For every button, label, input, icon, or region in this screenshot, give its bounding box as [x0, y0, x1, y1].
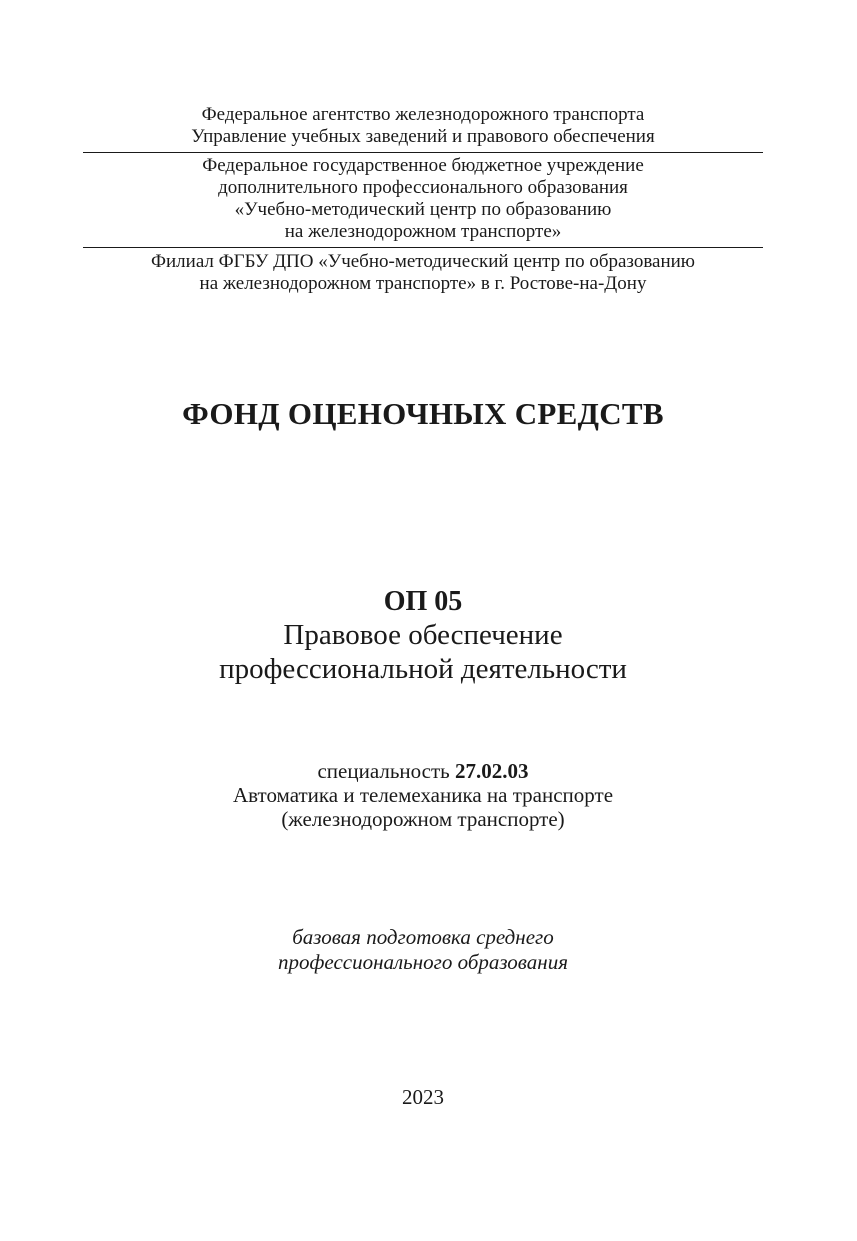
specialty-prefix: специальность — [317, 759, 455, 783]
branch-line: на железнодорожном транспорте» в г. Ростове-на-Дону — [199, 273, 647, 294]
education-level-line: базовая подготовка среднего — [292, 925, 554, 949]
specialty-block — [83, 759, 763, 831]
discipline-name-line: профессиональной деятельности — [219, 653, 627, 685]
discipline-code: ОП 05 — [383, 586, 463, 617]
agency-line: Управление учебных заведений и правового обеспечения — [191, 126, 655, 147]
specialty-code: 27.02.03 — [455, 759, 529, 783]
agency-header — [83, 104, 763, 148]
specialty-name-line: (железнодорожном транспорте) — [281, 807, 565, 831]
institution-line: «Учебно-методический центр по образованию — [234, 199, 612, 220]
institution-line: Федеральное государственное бюджетное учреждение — [202, 155, 644, 176]
specialty-code-line — [83, 759, 763, 783]
header-divider — [83, 247, 763, 248]
discipline-block — [83, 586, 763, 686]
specialty-name-line: Автоматика и телемеханика на транспорте — [232, 783, 614, 807]
institution-line: на железнодорожном транспорте» — [284, 221, 562, 242]
branch-line: Филиал ФГБУ ДПО «Учебно-методический центр по образованию — [150, 251, 695, 272]
education-level-line: профессионального образования — [278, 950, 568, 974]
agency-line: Федеральное агентство железнодорожного транспорта — [201, 104, 645, 125]
education-level — [83, 925, 763, 975]
institution-header — [83, 155, 763, 243]
document-title: ФОНД ОЦЕНОЧНЫХ СРЕДСТВ — [182, 396, 664, 431]
document-year: 2023 — [402, 1085, 444, 1109]
discipline-name-line: Правовое обеспечение — [283, 619, 563, 651]
header-divider — [83, 152, 763, 153]
branch-header — [83, 251, 763, 295]
institution-line: дополнительного профессионального образования — [218, 177, 628, 198]
